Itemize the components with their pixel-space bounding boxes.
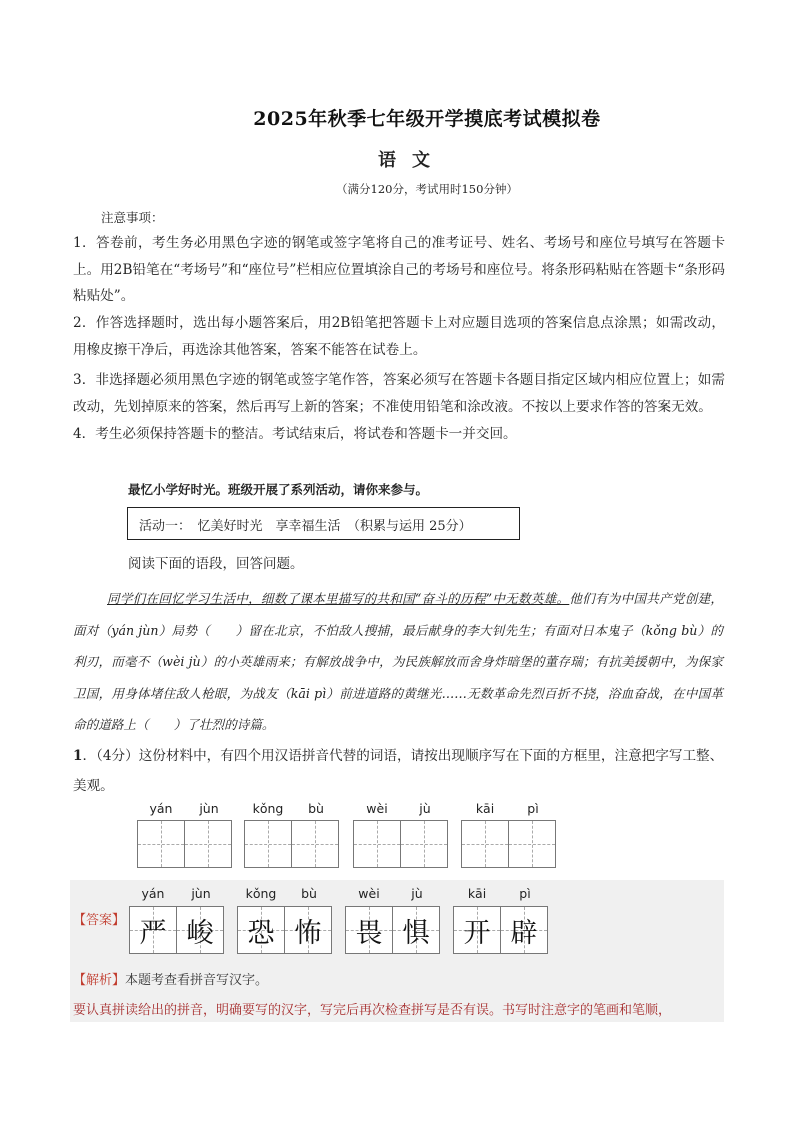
subject-title: 语文 [378, 150, 446, 171]
pinyin-label: kāi [475, 801, 495, 816]
note-item: 1．答卷前，考生务必用黑色字迹的钢笔或签字笔将自己的准考证号、姓名、考场号和座位号填写在答题卡上。用2B铅笔在“考场号”和“座位号”栏相应位置填涂自己的考场号和座位号。将条形码粘贴在答题卡“条形码粘贴处”。 [73, 235, 725, 304]
writing-box[interactable] [291, 820, 339, 868]
notes-heading: 注意事项： [101, 210, 164, 225]
passage-rest: 他们有为中国共产党创建，面对（yán jùn）局势（ ）留在北京，不怕敌人搜捕，最后献身的李大钊先生；有面对日本鬼子（kǒng bù）的利刃，而毫不（wèi jù）的小英雄雨来；有解放战争中，为民族解放而舍身炸暗堡的董存瑞；有抗美援朝中，为保家卫国，用身体堵住敌人枪眼，为战友（kāi pì）前进道路的黄继光……无数革命先烈百折不挠，浴血奋战，在中国革命的道路上（ ）了壮烈的诗篇。 [73, 591, 723, 732]
answer-char-box [284, 906, 332, 954]
answer-char: 严 [139, 917, 167, 949]
passage-underlined: 同学们在回忆学习生活中，细数了课本里描写的共和国“奋斗的历程”中无数英雄。 [107, 591, 570, 606]
reading-passage [73, 583, 723, 741]
pinyin-label: jù [411, 886, 423, 901]
pinyin-label: yán [141, 886, 165, 901]
answer-char: 开 [463, 917, 491, 949]
writing-box[interactable] [353, 820, 401, 868]
answer-char-box [500, 906, 548, 954]
answer-char-box [176, 906, 224, 954]
answer-char: 惧 [402, 917, 430, 949]
pinyin-label: wèi [358, 886, 380, 901]
question-number: 1 [73, 748, 83, 764]
pinyin-label: kāi [467, 886, 487, 901]
answer-char: 辟 [510, 917, 538, 949]
question-text: ．（4分）这份材料中，有四个用汉语拼音代替的词语，请按出现顺序写在下面的方框里，注意把字写工整、美观。 [73, 748, 724, 794]
writing-box[interactable] [400, 820, 448, 868]
answer-char-box [345, 906, 393, 954]
read-instruction: 阅读下面的语段，回答问题。 [128, 556, 304, 572]
pinyin-label: kǒng [245, 886, 277, 901]
writing-box[interactable] [244, 820, 292, 868]
section-intro: 最忆小学好时光。班级开展了系列活动，请你来参与。 [128, 482, 429, 497]
pinyin-label: jùn [191, 886, 211, 901]
answer-char-box [392, 906, 440, 954]
exam-subnote: （满分120分，考试用时150分钟） [336, 182, 518, 196]
pinyin-label: pì [519, 886, 531, 901]
answer-char-box [129, 906, 177, 954]
activity-title: 活动一： 忆美好时光 享幸福生活 （积累与运用 25分） [139, 519, 472, 534]
analysis-line-2: 要认真拼读给出的拼音，明确要写的汉字，写完后再次检查拼写是否有误。书写时注意字的笔画和笔顺， [73, 1003, 672, 1018]
answer-char-box [453, 906, 501, 954]
writing-box[interactable] [461, 820, 509, 868]
pinyin-label: jùn [199, 801, 219, 816]
pinyin-label: jù [419, 801, 431, 816]
question-1 [73, 741, 729, 801]
pinyin-label: pì [527, 801, 539, 816]
pinyin-label: kǒng [252, 801, 284, 816]
answer-char: 峻 [186, 917, 214, 949]
pinyin-label: bù [308, 801, 324, 816]
answer-char: 恐 [247, 917, 275, 949]
answer-char: 畏 [355, 917, 383, 949]
pinyin-label: wèi [366, 801, 388, 816]
answer-char: 怖 [294, 917, 322, 949]
writing-box[interactable] [508, 820, 556, 868]
note-item: 4．考生必须保持答题卡的整洁。考试结束后，将试卷和答题卡一并交回。 [73, 426, 517, 442]
note-item: 3．非选择题必须用黑色字迹的钢笔或签字笔作答，答案必须写在答题卡各题目指定区域内相应位置上；如需改动，先划掉原来的答案，然后再写上新的答案；不准使用铅笔和涂改液。不按以上要求作答的答案无效。 [73, 372, 725, 415]
answer-label: 【答案】 [73, 913, 126, 928]
pinyin-label: yán [149, 801, 173, 816]
analysis-text: 本题考查看拼音写汉字。 [125, 973, 269, 988]
analysis-line-1 [73, 969, 268, 988]
exam-title: 2025年秋季七年级开学摸底考试模拟卷 [253, 108, 601, 130]
writing-box[interactable] [137, 820, 185, 868]
answer-char-box [237, 906, 285, 954]
note-item: 2．作答选择题时，选出每小题答案后，用2B铅笔把答题卡上对应题目选项的答案信息点涂黑；如需改动，用橡皮擦干净后，再选涂其他答案，答案不能答在试卷上。 [73, 315, 725, 358]
writing-box[interactable] [184, 820, 232, 868]
analysis-label: 【解析】 [73, 973, 126, 988]
pinyin-label: bù [301, 886, 317, 901]
